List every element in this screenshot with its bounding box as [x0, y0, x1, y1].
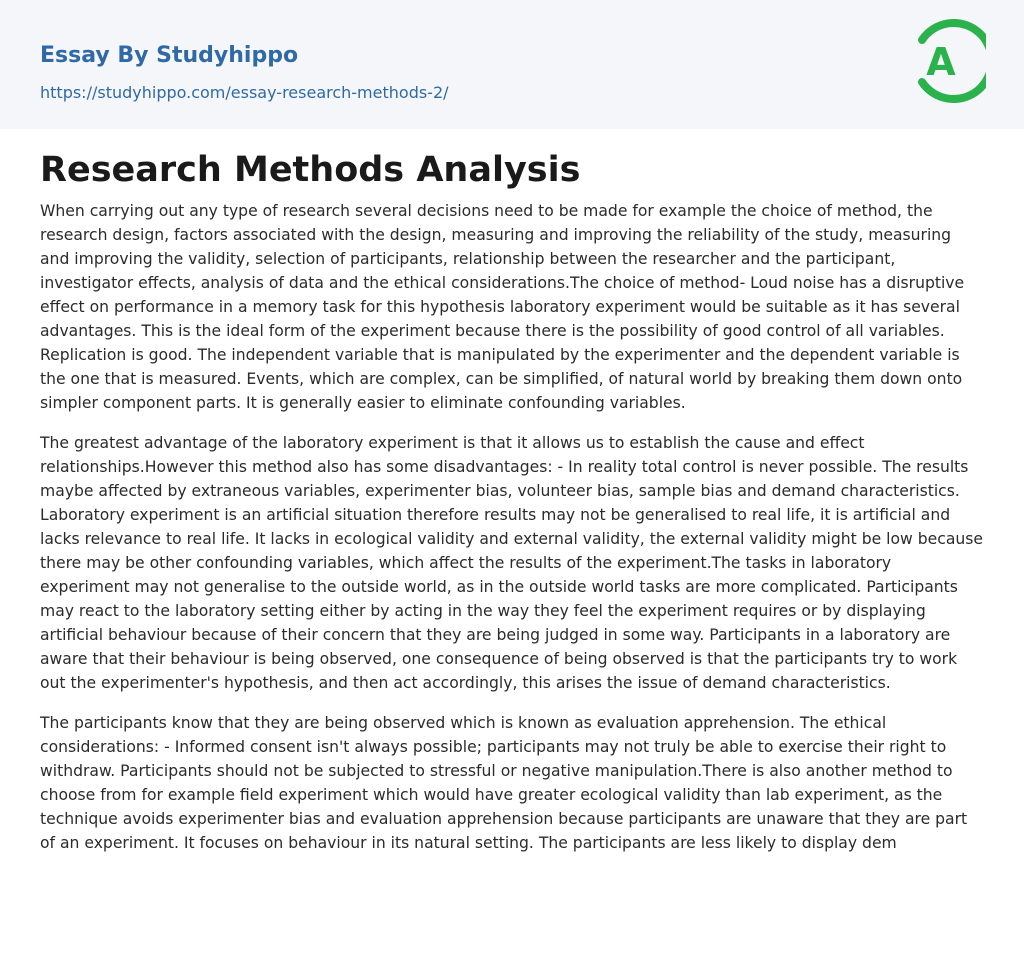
site-header: [0, 0, 1024, 129]
studyhippo-logo-icon[interactable]: [916, 18, 986, 104]
page-title: Research Methods Analysis: [40, 150, 581, 190]
site-title[interactable]: Essay By Studyhippo: [40, 43, 299, 68]
essay-paragraph-1: When carrying out any type of research several decisions need to be made for example the choice of method, the research design, factors associated with the design, measuring and improving the reliability of the study, measuring and improving the validity, selection of participants, relationship between the researcher and the participant, investigator effects, analysis of data and the ethical considerations.The choice of method- Loud noise has a disruptive effect on performance in a memory task for this hypothesis laboratory experiment would be suitable as it has several advantages. This is the ideal form of the experiment because there is the possibility of good control of all variables. Replication is good. The independent variable that is manipulated by the experimenter and the dependent variable is the one that is measured. Events, which are complex, can be simplified, of natural world by breaking them down onto simpler component parts. It is generally easier to eliminate confounding variables.: [40, 202, 965, 412]
essay-content: [0, 147, 1024, 855]
essay-paragraph-2: The greatest advantage of the laboratory experiment is that it allows us to establish the cause and effect relationships.However this method also has some disadvantages: - In reality total control is never possible. The results maybe affected by extraneous variables, experimenter bias, volunteer bias, sample bias and demand characteristics. Laboratory experiment is an artificial situation therefore results may not be generalised to real life, it is artificial and lacks relevance to real life. It lacks in ecological validity and external validity, the external validity might be low because there may be other confounding variables, which affect the results of the experiment.The tasks in laboratory experiment may not generalise to the outside world, as in the outside world tasks are more complicated. Participants may react to the laboratory setting either by acting in the way they feel the experiment requires or by displaying artificial behaviour because of their concern that they are being judged in some way. Participants in a laboratory are aware that their behaviour is being observed, one consequence of being observed is that the participants try to work out the experimenter's hypothesis, and then act accordingly, this arises the issue of demand characteristics.: [40, 434, 983, 692]
source-url-link[interactable]: https://studyhippo.com/essay-research-methods-2/: [40, 83, 449, 102]
essay-paragraph-3: The participants know that they are being observed which is known as evaluation apprehension. The ethical considerations: - Informed consent isn't always possible; participants may not truly be able to exercise their right to withdraw. Participants should not be subjected to stressful or negative manipulation.There is also another method to choose from for example field experiment which would have greater ecological validity than lab experiment, as the technique avoids experimenter bias and evaluation apprehension because participants are unaware that they are part of an experiment. It focuses on behaviour in its natural setting. The participants are less likely to display dem: [40, 714, 968, 852]
logo-letter: A: [926, 40, 956, 84]
